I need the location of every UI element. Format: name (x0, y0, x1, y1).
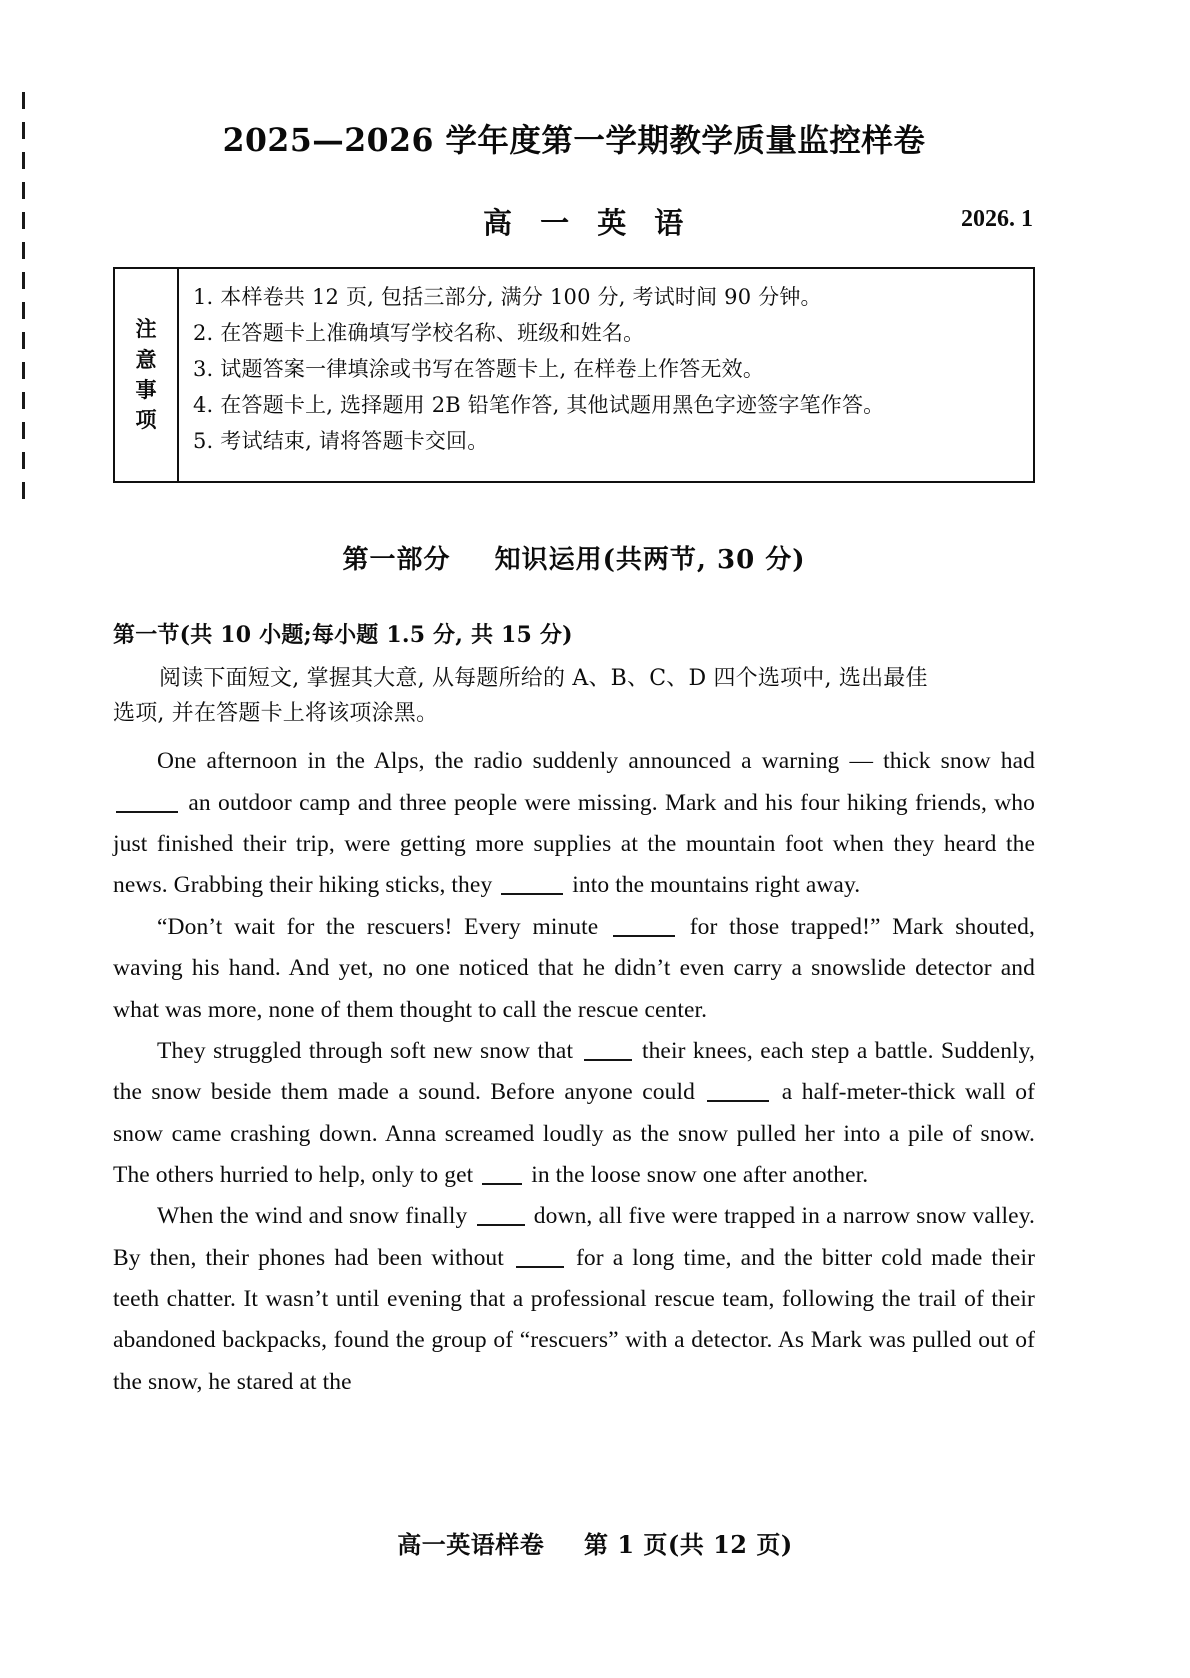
cloze-blank-1[interactable] (116, 811, 178, 813)
notice-item: 5. 考试结束, 请将答题卡交回。 (193, 429, 489, 454)
cloze-blank-6[interactable] (482, 1183, 522, 1185)
subject-name: 高 一 英 语 (483, 206, 693, 240)
cloze-blank-7[interactable] (477, 1224, 525, 1226)
passage-text: When the wind and snow finally (157, 1203, 468, 1230)
part-one-heading-right: 知识运用(共两节, 30 分) (494, 545, 806, 575)
notice-label-char-3: 事 (135, 377, 157, 402)
instruction-line-2: 选项, 并在答题卡上将该项涂黑。 (113, 701, 439, 727)
passage-text: into the mountains right away. (572, 872, 861, 899)
notice-item: 2. 在答题卡上准确填写学校名称、班级和姓名。 (193, 321, 645, 346)
passage-paragraph-1 (113, 741, 1035, 906)
cloze-blank-3[interactable] (613, 935, 675, 937)
page-title: 2025—2026 学年度第一学期教学质量监控样卷 (222, 122, 926, 159)
notice-label-char-1: 注 (135, 316, 157, 342)
notice-item: 3. 试题答案一律填涂或书写在答题卡上, 在样卷上作答无效。 (193, 357, 765, 382)
instruction-line-1: 阅读下面短文, 掌握其大意, 从每题所给的 A、B、C、D 四个选项中, 选出最佳 (159, 666, 928, 691)
notice-label-char-2: 意 (135, 346, 157, 372)
page-footer (0, 1525, 1190, 1560)
part-one-heading-left: 第一部分 (342, 545, 451, 575)
notice-item: 4. 在答题卡上, 选择题用 2B 铅笔作答, 其他试题用黑色字迹签字笔作答。 (193, 393, 885, 418)
page-content (113, 0, 1035, 1403)
passage-text: “Don’t wait for the rescuers! Every minute (157, 913, 599, 940)
passage-text: for those trapped!” Mark shouted, waving his hand. And yet, no one noticed that he didn’t even carry a snowslide detector and what was more, none of them thought to call the rescue center. (113, 913, 1035, 1023)
notice-item: 1. 本样卷共 12 页, 包括三部分, 满分 100 分, 考试时间 90 分钟。 (193, 285, 822, 309)
passage-text: They struggled through soft new snow that (157, 1037, 574, 1064)
cloze-blank-8[interactable] (516, 1266, 564, 1268)
binding-marks (22, 92, 25, 432)
passage-text: a half-meter-thick wall of snow came crashing down. Anna screamed loudly as the snow pulled her into a pile of snow. The others hurried to help, only to get (113, 1079, 1035, 1188)
footer-subject: 高一英语样卷 (397, 1530, 545, 1559)
footer-page-number: 第 1 页(共 12 页) (583, 1530, 793, 1559)
passage-text: down, all five were trapped in a narrow snow valley. By then, their phones had been without (113, 1203, 1035, 1271)
exam-date: 2026. 1 (961, 206, 1033, 232)
passage-paragraph-2 (113, 907, 1035, 1031)
notice-label (115, 269, 179, 481)
notice-label-char-4: 项 (135, 407, 157, 433)
cloze-blank-4[interactable] (584, 1059, 632, 1061)
passage-text: for a long time, and the bitter cold made their teeth chatter. It wasn’t until evening that a professional rescue team, following the trail of their abandoned backpacks, found the group of “rescuers” with a detector. As Mark was pulled out of the snow, he stared at the (113, 1244, 1035, 1395)
passage-paragraph-4 (113, 1196, 1035, 1403)
passage-text: in the loose snow one after another. (531, 1161, 869, 1188)
section-one-heading: 第一节(共 10 小题;每小题 1.5 分, 共 15 分) (113, 622, 573, 648)
passage-text: One afternoon in the Alps, the radio suddenly announced a warning — thick snow had (157, 748, 1035, 775)
part-one-heading (113, 539, 1035, 576)
cloze-blank-2[interactable] (501, 893, 563, 895)
cloze-blank-5[interactable] (707, 1100, 769, 1102)
passage-text: an outdoor camp and three people were missing. Mark and his four hiking friends, who just finished their trip, were getting more supplies at the mountain foot when they heard the news. Grabbing their hiking sticks, they (113, 789, 1035, 899)
subject-row (113, 201, 1035, 241)
notice-list (179, 269, 1033, 481)
notice-box (113, 267, 1035, 483)
cloze-passage (113, 741, 1035, 1403)
passage-text: their knees, each step a battle. Suddenly, the snow beside them made a sound. Before anyone could (113, 1037, 1035, 1106)
section-one-instruction (113, 661, 1035, 731)
passage-paragraph-3 (113, 1031, 1035, 1196)
